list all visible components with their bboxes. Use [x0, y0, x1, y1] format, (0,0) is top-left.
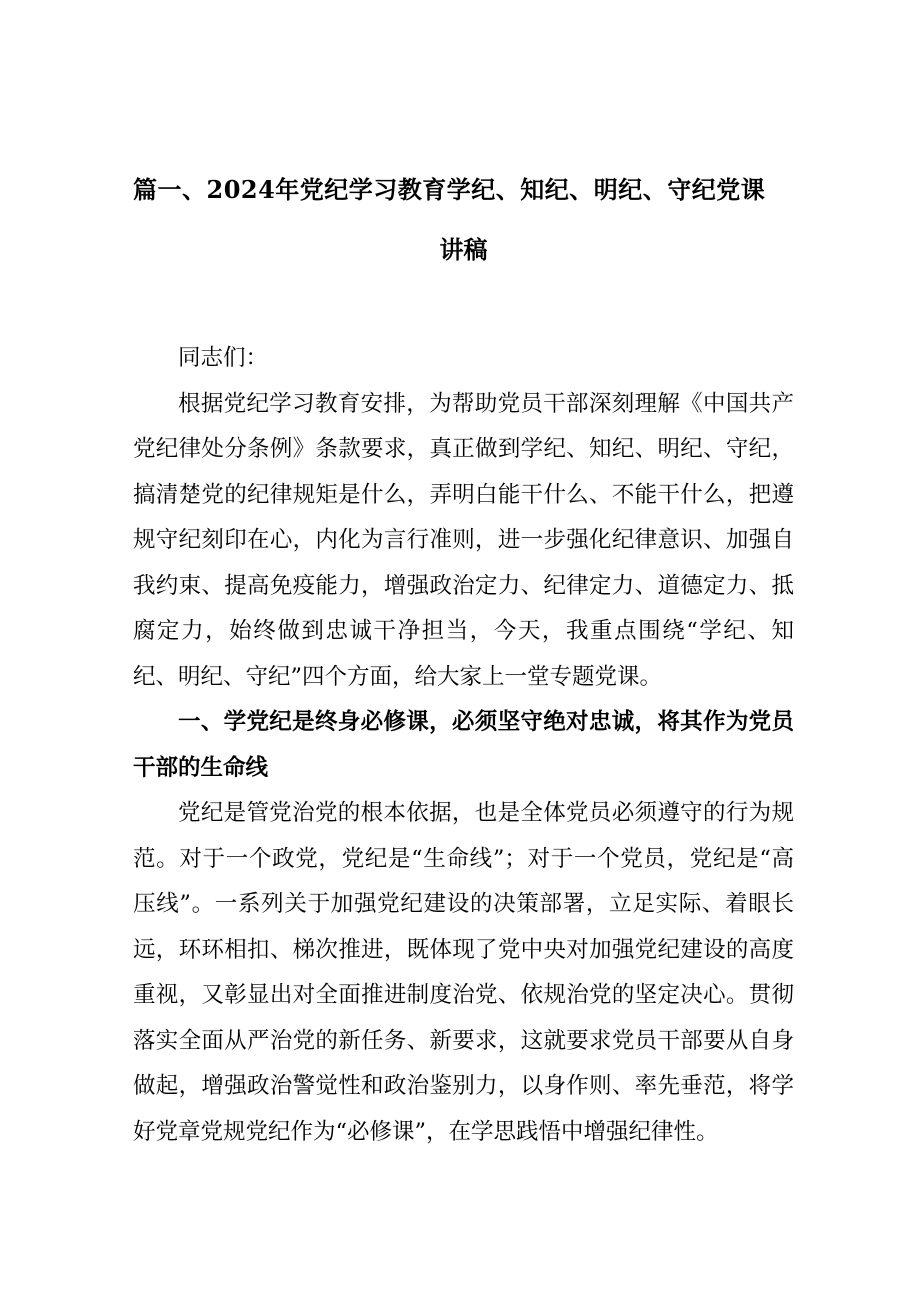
greeting: 同志们：	[178, 345, 269, 371]
section-heading-1: 一、学党纪是终身必修课，必须坚守绝对忠诚，将其作为党员干部的生命线	[133, 709, 794, 781]
paragraph-intro: 根据党纪学习教育安排，为帮助党员干部深刻理解《中国共产党纪律处分条例》条款要求，真正做到学纪、知纪、明纪、守纪，搞清楚党的纪律规矩是什么，弄明白能干什么、不能干什么，把遵规守纪刻印在心，内化为言行准则，进一步强化纪律意识、加强自我约束、提高免疫能力，增强政治定力、纪律定力、道德定力、抵腐定力，始终做到忠诚干净担当，今天，我重点围绕“学纪、知纪、明纪、守纪”四个方面，给大家上一堂专题党课。	[133, 390, 794, 690]
document-body	[133, 336, 794, 1155]
document-title-line-1: 篇一、2024年党纪学习教育学纪、知纪、明纪、守纪党课	[133, 175, 766, 204]
document-title-line-2: 讲稿	[439, 235, 488, 264]
paragraph-section-1: 党纪是管党治党的根本依据，也是全体党员必须遵守的行为规范。对于一个政党，党纪是“生命线”；对于一个党员，党纪是“高压线”。一系列关于加强党纪建设的决策部署，立足实际、着眼长远，环环相扣、梯次推进，既体现了党中央对加强党纪建设的高度重视，又彰显出对全面推进制度治党、依规治党的坚定决心。贯彻落实全面从严治党的新任务、新要求，这就要求党员干部要从自身做起，增强政治警觉性和政治鉴别力，以身作则、率先垂范，将学好党章党规党纪作为“必修课”，在学思践悟中增强纪律性。	[133, 800, 794, 1145]
